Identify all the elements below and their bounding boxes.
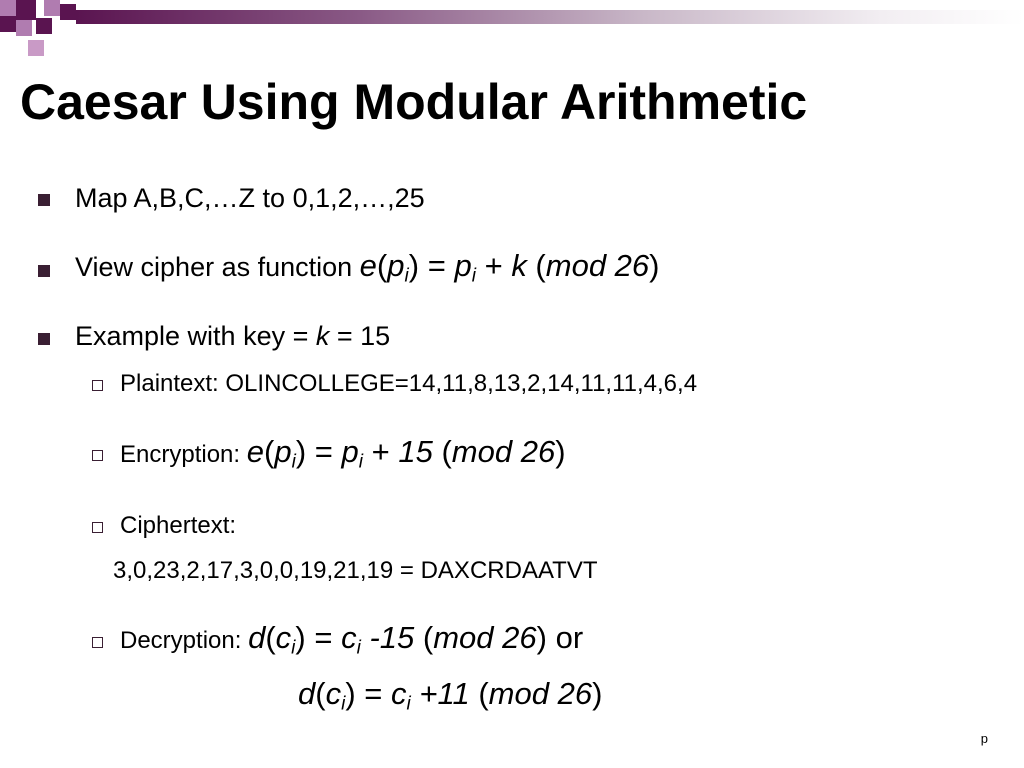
- bullet-map: Map A,B,C,…Z to 0,1,2,…,25: [75, 183, 425, 213]
- deco-square: [16, 0, 36, 20]
- deco-square: [0, 0, 16, 16]
- page-number: p: [980, 731, 988, 746]
- bullet-marker: [38, 194, 50, 206]
- bullet-marker: [38, 265, 50, 277]
- deco-square: [16, 20, 32, 36]
- header-gradient-bar: [76, 10, 1024, 24]
- encryption-formula-general: $e(p_i) = p_i + k$ (mod 26): [359, 248, 660, 287]
- bullet-example: Example with key = k = 15: [75, 321, 391, 351]
- decryption-line: Decryption: $d(c_i) = c_i$ -15 (mod 26) or: [120, 620, 584, 659]
- deco-square: [36, 18, 52, 34]
- plaintext-line: Plaintext: OLINCOLLEGE=14,11,8,13,2,14,11,11,4,6,4: [120, 370, 698, 397]
- deco-square: [44, 0, 60, 16]
- deco-square: [0, 16, 16, 32]
- bullet-view-cipher: [75, 248, 660, 287]
- ciphertext-label: Ciphertext:: [120, 512, 237, 539]
- bullet-view-prefix: View cipher as function: [75, 252, 360, 282]
- encryption-line: Encryption: $e(p_i) = p_i + 15$ (mod 26): [120, 434, 566, 473]
- sub-bullet-marker: [92, 380, 103, 391]
- decryption-formula-2: $d(c_i) = c_i +11$ (mod 26): [298, 676, 603, 715]
- decryption-formula-1: $d(c_i) = c_i$ -15 (mod 26) or: [248, 620, 584, 659]
- deco-square: [28, 40, 44, 56]
- sub-bullet-marker: [92, 637, 103, 648]
- deco-square: [60, 4, 76, 20]
- slide-title: Caesar Using Modular Arithmetic: [20, 74, 808, 130]
- bullet-marker: [38, 333, 50, 345]
- sub-bullet-marker: [92, 522, 103, 533]
- encryption-formula-example: $e(p_i) = p_i + 15$ (mod 26): [246, 434, 566, 473]
- sub-bullet-marker: [92, 450, 103, 461]
- ciphertext-value: 3,0,23,2,17,3,0,0,19,21,19 = DAXCRDAATVT: [113, 557, 598, 584]
- decorative-squares: [0, 0, 80, 60]
